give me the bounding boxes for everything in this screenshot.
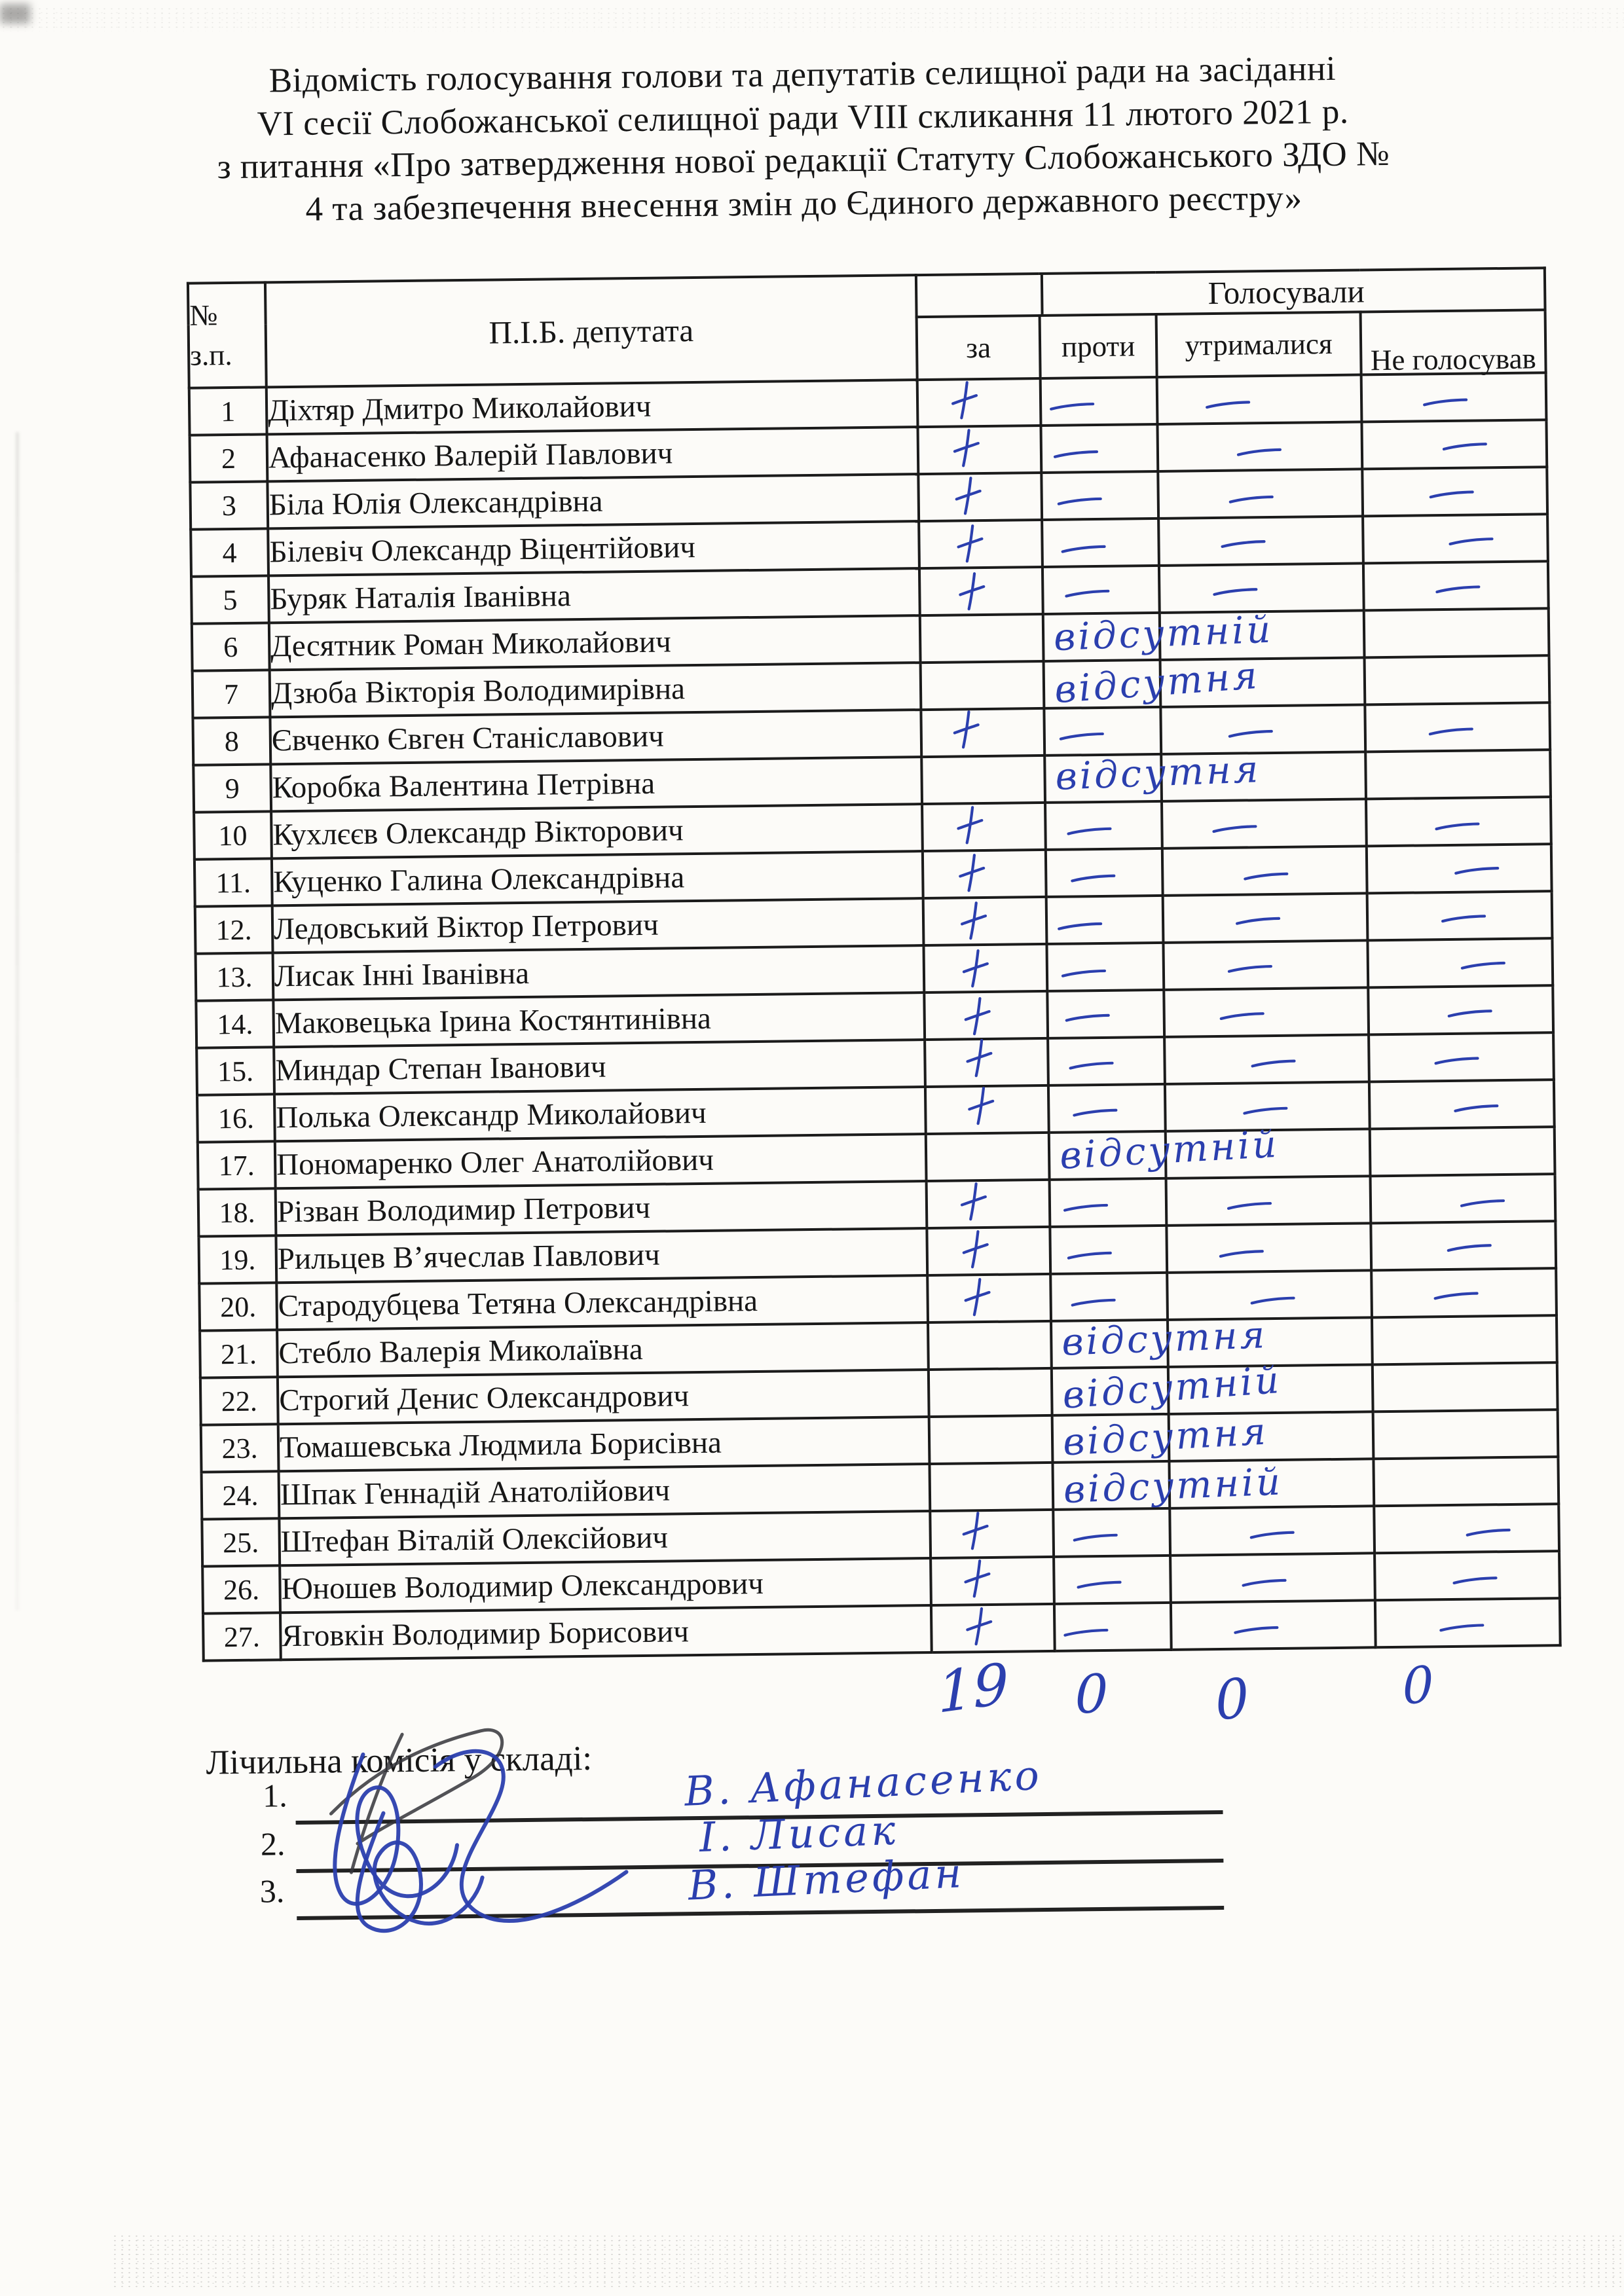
vote-cell-utrymalysia xyxy=(1167,1270,1372,1320)
vote-cell-ne-holosuvav xyxy=(1369,1032,1554,1082)
row-number: 4 xyxy=(191,528,268,576)
vote-cell-ne-holosuvav xyxy=(1367,844,1552,893)
vote-cell-za xyxy=(922,803,1046,851)
vote-cell-proty xyxy=(1047,990,1164,1038)
vote-dash-mark xyxy=(1451,1575,1498,1586)
row-number: 20. xyxy=(199,1283,277,1330)
vote-cell-proty xyxy=(1050,1178,1167,1227)
vote-plus-mark xyxy=(960,1229,989,1269)
signature-scribble xyxy=(284,1711,680,1952)
vote-cell-utrymalysia xyxy=(1162,799,1367,848)
header-voted-label: Голосували xyxy=(1208,272,1365,311)
vote-cell-za xyxy=(931,1604,1055,1652)
vote-dash-mark xyxy=(1428,488,1475,500)
row-number: 25. xyxy=(202,1518,280,1566)
vote-cell-proty xyxy=(1054,1603,1172,1651)
row-number: 22. xyxy=(200,1377,278,1425)
vote-cell-za xyxy=(928,1321,1052,1370)
row-number: 3 xyxy=(190,481,268,529)
row-number: 2 xyxy=(190,434,268,482)
deputy-name: Пономаренко Олег Анатолійович xyxy=(275,1134,927,1188)
vote-cell-proty xyxy=(1042,519,1159,567)
vote-cell-utrymalysia xyxy=(1162,846,1367,896)
vote-cell-ne-holosuvav xyxy=(1373,1457,1559,1506)
header-number-line2: з.п. xyxy=(189,338,232,372)
signed-name-3: В. Штефан xyxy=(687,1849,966,1910)
row-number: 15. xyxy=(196,1047,274,1095)
vote-cell-utrymalysia xyxy=(1159,563,1364,613)
vote-cell-proty xyxy=(1053,1508,1170,1557)
vote-dash-mark xyxy=(1249,1295,1297,1306)
voting-table xyxy=(187,266,1562,1662)
vote-cell-ne-holosuvav xyxy=(1363,514,1548,563)
vote-dash-mark xyxy=(1433,1290,1480,1301)
vote-dash-mark xyxy=(1067,1060,1115,1071)
vote-dash-mark xyxy=(1460,960,1507,971)
vote-dash-mark xyxy=(1446,1242,1493,1253)
row-number: 8 xyxy=(193,717,270,765)
vote-plus-mark xyxy=(961,947,990,988)
deputy-name: Десятник Роман Миколайович xyxy=(269,615,921,670)
total-za: 19 xyxy=(936,1650,1010,1726)
vote-cell-proty xyxy=(1052,1358,1283,1417)
row-number: 27. xyxy=(203,1613,281,1660)
row-number: 12. xyxy=(195,905,273,953)
vote-plus-mark xyxy=(957,571,986,611)
vote-cell-ne-holosuvav xyxy=(1365,702,1550,752)
vote-plus-mark xyxy=(964,1038,993,1078)
vote-cell-utrymalysia xyxy=(1160,704,1365,754)
vote-cell-utrymalysia xyxy=(1164,1034,1369,1084)
vote-dash-mark xyxy=(1242,1105,1289,1116)
deputy-name: Миндар Степан Іванович xyxy=(274,1040,925,1094)
vote-dash-mark xyxy=(1240,1577,1287,1588)
vote-plus-mark xyxy=(960,1510,989,1550)
vote-cell-proty xyxy=(1049,1122,1280,1180)
vote-cell-ne-holosuvav xyxy=(1367,891,1553,940)
total-ne-holosuvav: 0 xyxy=(1401,1654,1435,1717)
vote-cell-proty xyxy=(1044,653,1261,712)
vote-cell-ne-holosuvav xyxy=(1371,1174,1556,1223)
vote-cell-ne-holosuvav xyxy=(1363,561,1549,610)
row-number: 23. xyxy=(201,1424,279,1472)
header-col-ne-holosuvav: Не голосував xyxy=(1361,310,1546,374)
row-number: 10 xyxy=(194,811,272,859)
deputy-name: Євченко Євген Станіславович xyxy=(270,710,921,764)
title-line-2: VI сесії Слобожанської селищної ради VIII скликання 11 лютого 2021 р. xyxy=(257,92,1349,143)
deputy-name: Ледовський Віктор Петрович xyxy=(272,898,924,953)
vote-dash-mark xyxy=(1447,1008,1494,1019)
absent-note: відсутня xyxy=(1061,1410,1270,1465)
absent-note: відсутня xyxy=(1052,653,1261,712)
vote-dash-mark xyxy=(1060,968,1107,979)
vote-dash-mark xyxy=(1441,441,1488,452)
total-utrymalysia: 0 xyxy=(1213,1666,1252,1734)
vote-cell-ne-holosuvav xyxy=(1368,985,1553,1034)
vote-dash-mark xyxy=(1062,1626,1109,1637)
row-number: 26. xyxy=(202,1565,280,1613)
vote-dash-mark xyxy=(1219,1010,1266,1021)
vote-dash-mark xyxy=(1219,538,1266,549)
vote-dash-mark xyxy=(1071,1107,1118,1118)
vote-dash-mark xyxy=(1236,446,1283,457)
vote-plus-mark xyxy=(966,1085,995,1126)
total-proty: 0 xyxy=(1075,1662,1109,1726)
vote-dash-mark xyxy=(1218,1248,1265,1259)
title-line-3: з питання «Про затвердження нової редакції Статуту Слобожанського ЗДО № xyxy=(217,135,1390,187)
vote-dash-mark xyxy=(1227,963,1274,974)
row-number: 19. xyxy=(198,1235,276,1283)
deputy-name: Рильцев В’ячеслав Павлович xyxy=(276,1228,927,1283)
vote-cell-ne-holosuvav xyxy=(1366,797,1551,846)
vote-cell-za xyxy=(929,1463,1053,1511)
deputy-name: Маковецька Ірина Костянтинівна xyxy=(273,993,925,1047)
vote-dash-mark xyxy=(1204,399,1251,410)
vote-dash-mark xyxy=(1065,825,1113,836)
vote-cell-za xyxy=(918,473,1042,521)
vote-cell-za xyxy=(923,944,1047,993)
absent-note: відсутній xyxy=(1062,1460,1284,1512)
vote-cell-utrymalysia xyxy=(1163,893,1368,943)
commission-label: Лічильна комісія у складі: xyxy=(206,1739,593,1782)
vote-dash-mark xyxy=(1452,1102,1500,1114)
vote-cell-proty xyxy=(1052,1410,1270,1465)
row-number: 16. xyxy=(197,1094,275,1142)
vote-cell-utrymalysia xyxy=(1170,1506,1375,1556)
vote-cell-ne-holosuvav xyxy=(1371,1221,1556,1270)
vote-cell-za xyxy=(925,1085,1049,1134)
vote-dash-mark xyxy=(1232,1624,1280,1635)
title-line-4: 4 та забезпечення внесення змін до Єдиного державного реєстру» xyxy=(305,179,1302,228)
deputy-name: Буряк Наталія Іванівна xyxy=(268,568,920,623)
deputy-name: Яговкін Володимир Борисович xyxy=(280,1605,932,1660)
deputy-name: Діхтяр Дмитро Миколайович xyxy=(267,380,918,434)
vote-cell-utrymalysia xyxy=(1170,1553,1375,1603)
deputy-name: Коробка Валентина Петрівна xyxy=(270,757,922,811)
deputy-name: Стебло Валерія Миколаївна xyxy=(277,1322,929,1377)
vote-cell-proty xyxy=(1044,748,1262,803)
vote-cell-ne-holosuvav xyxy=(1369,1080,1555,1129)
vote-dash-mark xyxy=(1227,728,1274,739)
vote-dash-mark xyxy=(1056,920,1103,931)
vote-dash-mark xyxy=(1428,726,1475,737)
deputy-name: Шпак Геннадій Анатолійович xyxy=(279,1464,931,1518)
vote-dash-mark xyxy=(1447,536,1494,547)
vote-cell-utrymalysia xyxy=(1166,1176,1371,1226)
vote-cell-ne-holosuvav xyxy=(1375,1551,1560,1600)
vote-cell-ne-holosuvav xyxy=(1361,373,1547,422)
vote-dash-mark xyxy=(1433,820,1481,831)
vote-plus-mark xyxy=(959,1181,988,1222)
vote-plus-mark xyxy=(962,1558,991,1598)
vote-cell-za xyxy=(923,897,1047,945)
vote-plus-mark xyxy=(951,428,981,468)
document-title xyxy=(121,46,1485,233)
row-number: 1 xyxy=(189,387,267,435)
vote-cell-utrymalysia xyxy=(1158,469,1363,519)
deputy-name: Дзюба Вікторія Володимирівна xyxy=(270,663,921,717)
vote-cell-proty xyxy=(1045,801,1162,850)
vote-cell-utrymalysia xyxy=(1164,987,1369,1037)
header-number xyxy=(188,282,267,388)
vote-cell-za xyxy=(925,1038,1048,1087)
vote-cell-za xyxy=(924,991,1048,1040)
vote-cell-za xyxy=(929,1415,1053,1464)
deputy-name: Кухлєєв Олександр Вікторович xyxy=(271,804,923,858)
deputy-name: Полька Олександр Миколайович xyxy=(274,1087,926,1141)
deputy-name: Лисак Інні Іванівна xyxy=(273,945,925,1000)
deputy-name: Стародубцева Тетяна Олександрівна xyxy=(276,1275,928,1330)
vote-cell-proty xyxy=(1051,1313,1268,1368)
vote-cell-za xyxy=(927,1227,1050,1275)
vote-dash-mark xyxy=(1052,448,1099,460)
vote-cell-utrymalysia xyxy=(1157,422,1362,471)
deputy-name: Різван Володимир Петрович xyxy=(276,1181,927,1235)
vote-cell-proty xyxy=(1041,471,1158,520)
deputies-table-body xyxy=(189,373,1560,1660)
deputy-name: Білевіч Олександр Віцентійович xyxy=(268,521,919,575)
row-number: 9 xyxy=(193,764,271,812)
vote-cell-za xyxy=(927,1180,1050,1228)
vote-plus-mark xyxy=(962,995,991,1036)
vote-cell-proty xyxy=(1048,1037,1165,1085)
deputy-name: Куценко Галина Олександрівна xyxy=(272,851,923,905)
vote-cell-proty xyxy=(1041,377,1158,426)
vote-dash-mark xyxy=(1058,730,1105,741)
vote-cell-za xyxy=(920,614,1044,663)
vote-plus-mark xyxy=(957,852,986,892)
vote-cell-ne-holosuvav xyxy=(1375,1598,1560,1647)
vote-cell-proty xyxy=(1050,1226,1167,1274)
deputy-name: Юношев Володимир Олександрович xyxy=(280,1558,931,1613)
vote-cell-za xyxy=(926,1133,1050,1181)
vote-dash-mark xyxy=(1434,583,1481,594)
vote-cell-za xyxy=(917,378,1041,427)
vote-cell-proty xyxy=(1046,896,1164,944)
vote-dash-mark xyxy=(1070,1297,1117,1308)
vote-cell-proty xyxy=(1043,608,1274,661)
vote-cell-ne-holosuvav xyxy=(1373,1410,1559,1459)
vote-dash-mark xyxy=(1069,873,1116,884)
commission-member-number-1: 1. xyxy=(262,1777,287,1814)
absent-note: відсутня xyxy=(1054,748,1262,799)
row-number: 5 xyxy=(191,575,269,623)
deputy-name: Томашевська Людмила Борисівна xyxy=(278,1417,930,1471)
deputy-name: Біла Юлія Олександрівна xyxy=(267,474,919,528)
vote-cell-proty xyxy=(1054,1556,1171,1604)
row-number: 13. xyxy=(196,953,274,1000)
header-number-line1: № xyxy=(189,299,218,332)
vote-plus-mark xyxy=(950,380,979,420)
vote-dash-mark xyxy=(1056,496,1103,507)
row-number: 24. xyxy=(202,1471,280,1519)
vote-plus-mark xyxy=(955,805,984,845)
absent-note: відсутній xyxy=(1061,1358,1283,1417)
vote-plus-mark xyxy=(951,709,980,750)
row-number: 18. xyxy=(198,1188,276,1236)
deputy-name: Строгий Денис Олександрович xyxy=(278,1370,929,1424)
vote-cell-za xyxy=(927,1274,1051,1322)
vote-plus-mark xyxy=(959,900,988,940)
absent-note: відсутня xyxy=(1061,1313,1268,1364)
header-col-proty: проти xyxy=(1040,314,1157,378)
commission-member-number-2: 2. xyxy=(260,1825,286,1863)
vote-cell-utrymalysia xyxy=(1166,1223,1371,1273)
vote-cell-ne-holosuvav xyxy=(1374,1504,1559,1553)
vote-dash-mark xyxy=(1075,1579,1122,1590)
vote-cell-za xyxy=(919,567,1043,615)
vote-cell-ne-holosuvav xyxy=(1361,420,1547,469)
vote-dash-mark xyxy=(1422,396,1469,407)
vote-cell-za xyxy=(931,1557,1054,1605)
vote-dash-mark xyxy=(1465,1527,1512,1538)
deputy-name: Афанасенко Валерій Павлович xyxy=(267,427,919,481)
vote-cell-za xyxy=(923,850,1046,898)
vote-dash-mark xyxy=(1211,586,1259,597)
vote-plus-mark xyxy=(964,1605,993,1646)
header-deputy-name: П.І.Б. депутата xyxy=(265,275,917,387)
signed-name-2: І. Лисак xyxy=(698,1806,900,1861)
vote-cell-proty xyxy=(1043,566,1160,614)
header-col-utrymalysia: утрималися xyxy=(1156,312,1361,377)
vote-cell-proty xyxy=(1052,1460,1284,1512)
vote-cell-proty xyxy=(1050,1273,1168,1321)
title-line-1: Відомість голосування голови та депутатів селищної ради на засіданні xyxy=(268,49,1337,100)
commission-member-number-3: 3. xyxy=(259,1872,285,1910)
vote-cell-ne-holosuvav xyxy=(1371,1268,1557,1317)
vote-cell-utrymalysia xyxy=(1163,940,1368,990)
vote-dash-mark xyxy=(1242,870,1289,881)
vote-dash-mark xyxy=(1234,915,1282,926)
vote-cell-za xyxy=(921,708,1044,757)
vote-cell-za xyxy=(921,661,1044,710)
vote-cell-proty xyxy=(1044,707,1161,756)
vote-cell-proty xyxy=(1046,943,1164,991)
vote-cell-proty xyxy=(1046,848,1163,897)
vote-cell-za xyxy=(930,1510,1054,1558)
vote-cell-za xyxy=(929,1368,1052,1417)
vote-dash-mark xyxy=(1062,1202,1109,1213)
absent-note: відсутній xyxy=(1052,608,1274,660)
vote-dash-mark xyxy=(1226,1200,1273,1211)
vote-dash-mark xyxy=(1453,865,1500,876)
row-number: 21. xyxy=(200,1330,278,1377)
vote-dash-mark xyxy=(1072,1531,1119,1542)
vote-cell-utrymalysia xyxy=(1171,1600,1376,1650)
vote-dash-mark xyxy=(1249,1529,1296,1540)
signed-name-1: В. Афанасенко xyxy=(683,1751,1044,1815)
vote-cell-ne-holosuvav xyxy=(1362,467,1547,516)
deputy-name: Штефан Віталій Олексійович xyxy=(279,1511,931,1565)
vote-dash-mark xyxy=(1060,543,1107,555)
vote-dash-mark xyxy=(1438,1622,1485,1633)
vote-cell-ne-holosuvav xyxy=(1365,655,1550,704)
header-voted xyxy=(916,268,1545,317)
vote-dash-mark xyxy=(1211,824,1258,835)
vote-cell-za xyxy=(921,756,1045,804)
vote-dash-mark xyxy=(1459,1197,1506,1209)
vote-plus-mark xyxy=(955,523,984,564)
vote-dash-mark xyxy=(1064,1012,1111,1023)
vote-dash-mark xyxy=(1249,1057,1297,1068)
vote-cell-ne-holosuvav xyxy=(1370,1127,1555,1176)
vote-cell-ne-holosuvav xyxy=(1365,750,1551,799)
vote-cell-utrymalysia xyxy=(1157,374,1362,424)
vote-dash-mark xyxy=(1066,1250,1113,1261)
vote-dash-mark xyxy=(1440,913,1487,924)
vote-plus-mark xyxy=(953,475,982,516)
vote-dash-mark xyxy=(1048,401,1096,412)
vote-cell-proty xyxy=(1041,424,1158,473)
vote-cell-proty xyxy=(1048,1084,1166,1133)
vote-cell-za xyxy=(917,426,1041,474)
row-number: 11. xyxy=(194,858,272,906)
vote-cell-ne-holosuvav xyxy=(1364,608,1549,657)
vote-cell-ne-holosuvav xyxy=(1367,938,1553,987)
vote-cell-ne-holosuvav xyxy=(1373,1362,1558,1412)
header-col-za: за xyxy=(917,316,1041,380)
row-number: 7 xyxy=(193,670,270,718)
row-number: 14. xyxy=(196,1000,274,1048)
row-number: 17. xyxy=(198,1141,276,1189)
absent-note: відсутній xyxy=(1058,1122,1280,1178)
vote-cell-utrymalysia xyxy=(1158,516,1363,566)
vote-dash-mark xyxy=(1063,588,1111,599)
vote-cell-za xyxy=(919,520,1043,568)
vote-dash-mark xyxy=(1228,494,1275,505)
vote-dash-mark xyxy=(1433,1055,1480,1066)
vote-plus-mark xyxy=(962,1277,991,1317)
vote-cell-ne-holosuvav xyxy=(1372,1315,1557,1364)
row-number: 6 xyxy=(192,623,270,670)
